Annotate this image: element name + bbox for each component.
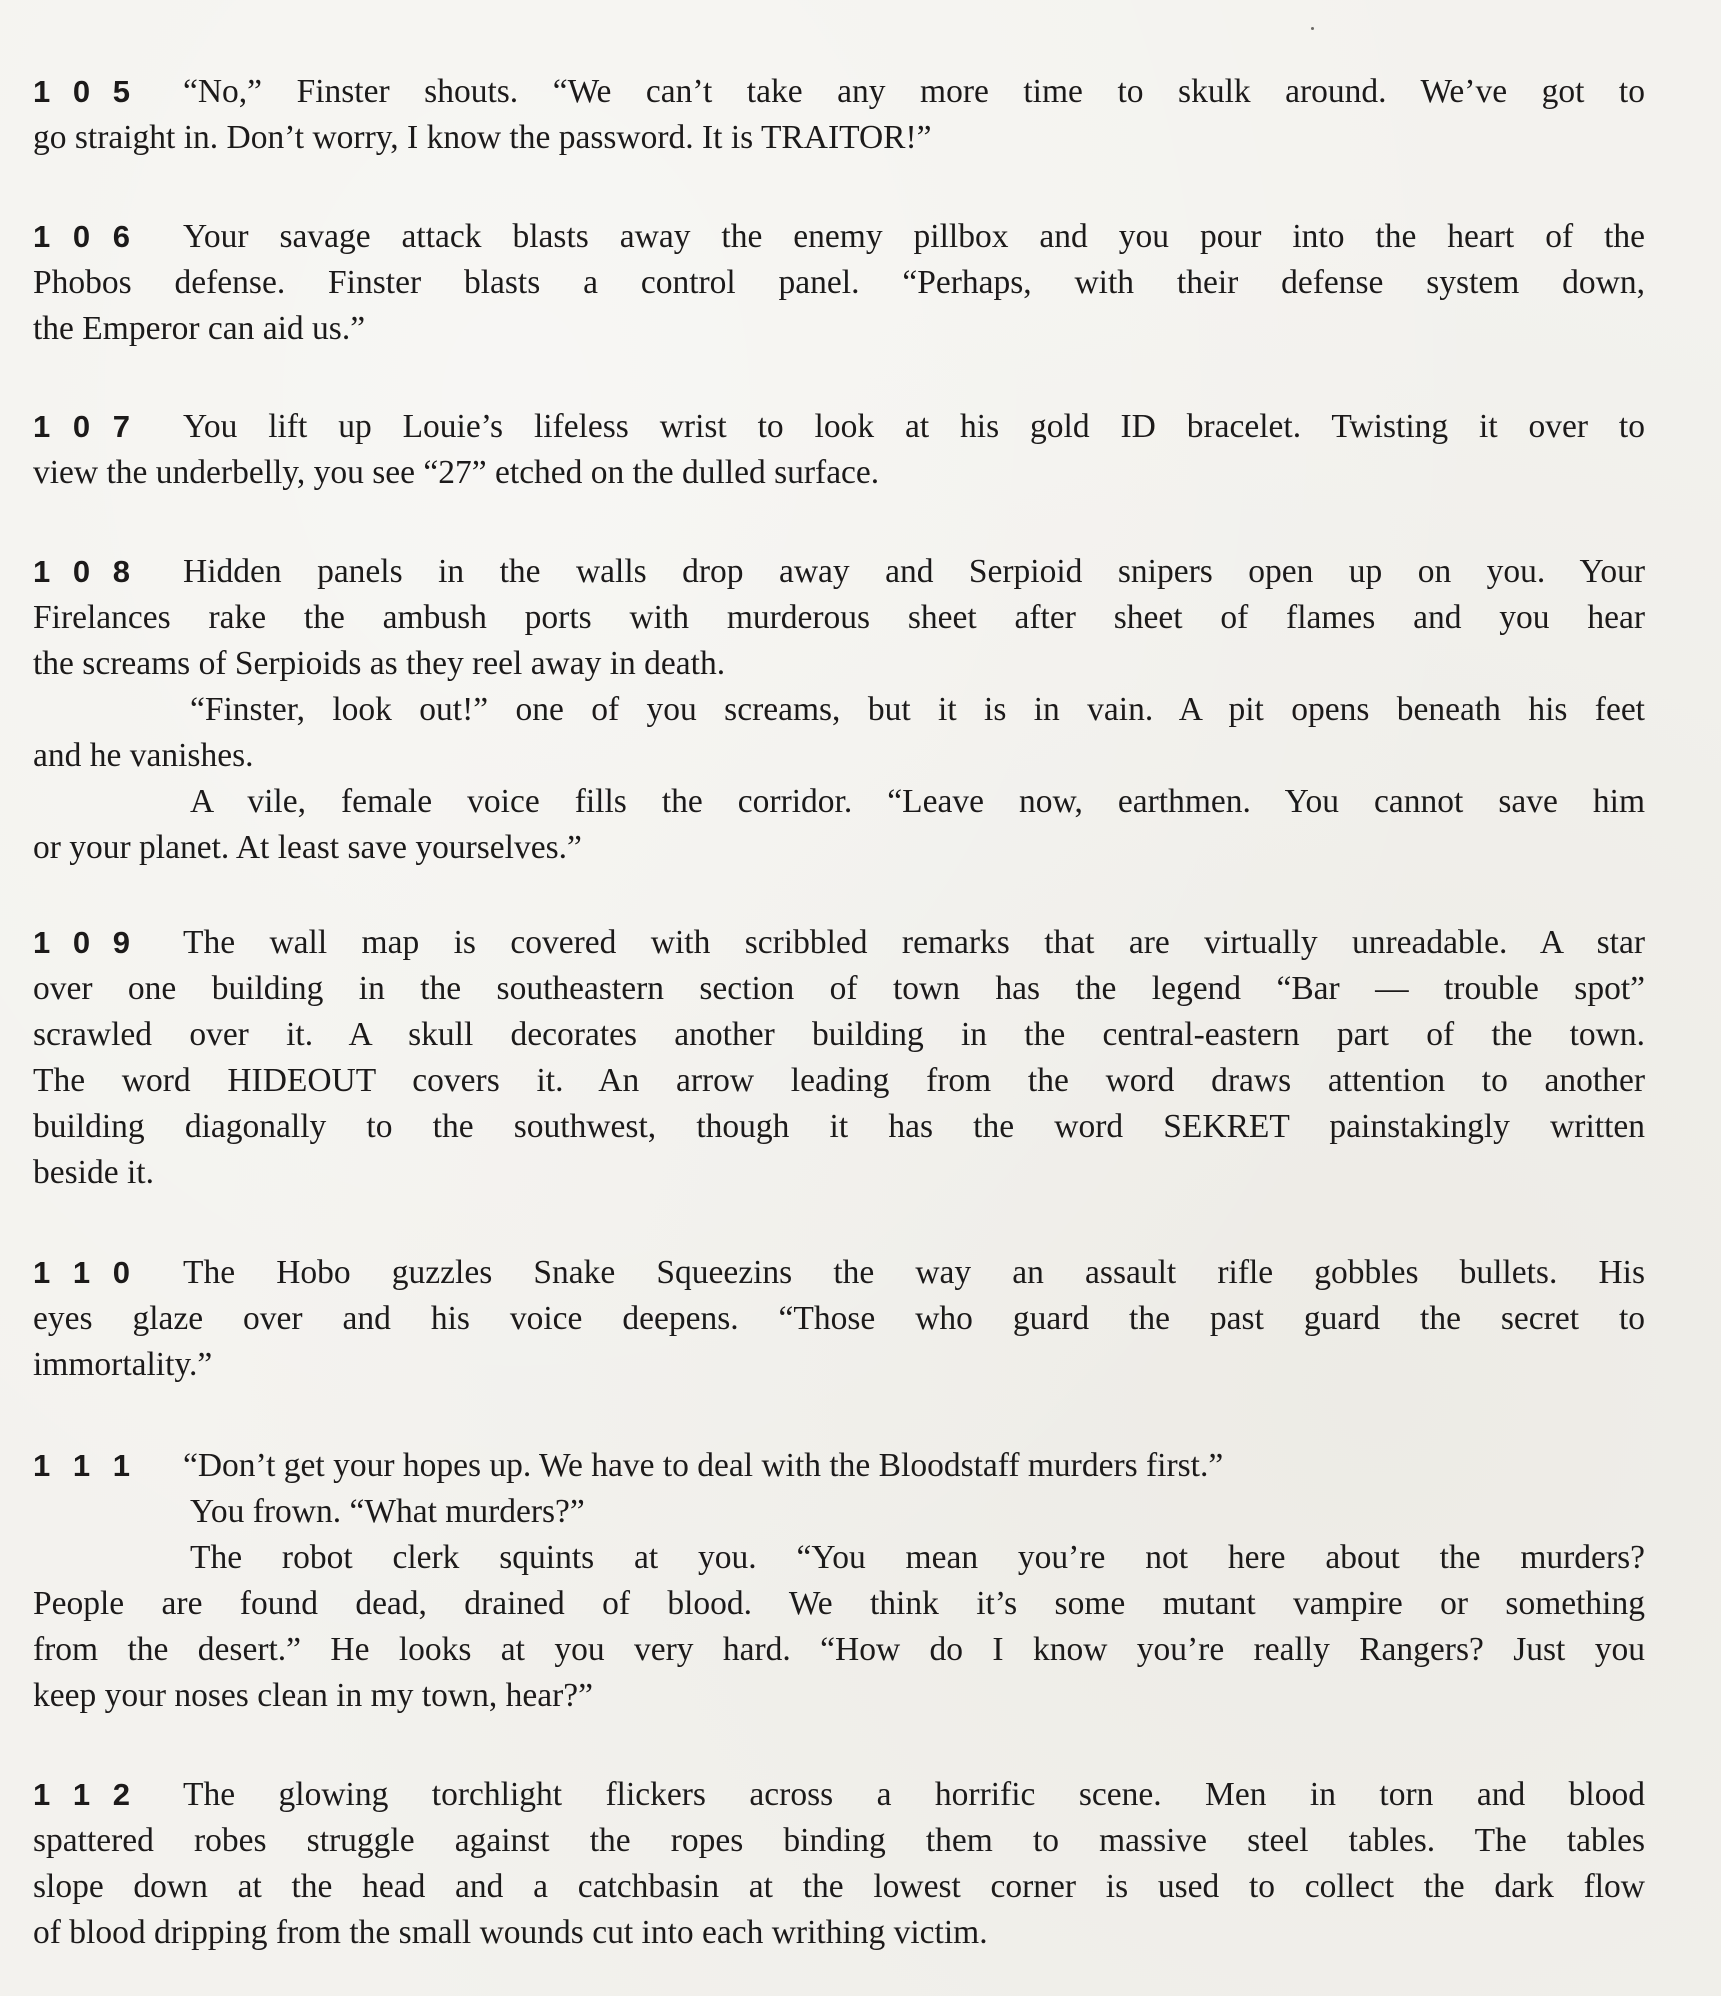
entry-text-line: Your savage attack blasts away the enemy pillbox and you pour into the heart of the: [183, 218, 1645, 255]
entry-text-line: keep your noses clean in my town, hear?”: [33, 1677, 593, 1714]
entry-text-line: of blood dripping from the small wounds cut into each writhing victim.: [33, 1914, 988, 1951]
entry-text-line: the Emperor can aid us.”: [33, 310, 366, 347]
entry-text-line: “Finster, look out!” one of you screams, but it is in vain. A pit opens beneath his feet: [190, 691, 1645, 728]
entry-first-line: [33, 1250, 1645, 1296]
entry-108: [33, 549, 1645, 871]
entry-number: 1 0 6: [33, 219, 137, 254]
entry-first-line: [33, 549, 1645, 595]
entry-text-line: beside it.: [33, 1154, 154, 1191]
entry-text-line: Hidden panels in the walls drop away and Serpioid snipers open up on you. Your: [183, 553, 1645, 590]
entry-text-line: People are found dead, drained of blood. We think it’s some mutant vampire or something: [33, 1585, 1645, 1622]
entry-first-line: [33, 69, 1645, 115]
entry-text-line: go straight in. Don’t worry, I know the password. It is TRAITOR!”: [33, 119, 932, 156]
entry-number: 1 0 5: [33, 74, 137, 109]
entry-text-line: The wall map is covered with scribbled remarks that are virtually unreadable. A star: [183, 924, 1645, 961]
entry-text-line: slope down at the head and a catchbasin at the lowest corner is used to collect the dark flow: [33, 1868, 1645, 1905]
entry-text-line: The word HIDEOUT covers it. An arrow leading from the word draws attention to another: [33, 1062, 1645, 1099]
entry-text-line: “Don’t get your hopes up. We have to deal with the Bloodstaff murders first.”: [183, 1447, 1224, 1484]
entry-text-line: The glowing torchlight flickers across a horrific scene. Men in torn and blood: [183, 1776, 1645, 1813]
entry-text-line: view the underbelly, you see “27” etched on the dulled surface.: [33, 454, 880, 491]
entry-first-line: [33, 920, 1645, 966]
entry-text-line: and he vanishes.: [33, 737, 254, 774]
entry-text-line: immortality.”: [33, 1346, 213, 1383]
entry-number: 1 1 2: [33, 1777, 137, 1812]
entry-number: 1 1 1: [33, 1448, 137, 1483]
entry-first-line: [33, 404, 1645, 450]
entry-111: [33, 1443, 1645, 1719]
entry-112: [33, 1772, 1645, 1956]
entry-110: [33, 1250, 1645, 1388]
entry-109: [33, 920, 1645, 1196]
entry-first-line: [33, 214, 1645, 260]
entry-first-line: [33, 1443, 1645, 1489]
entry-first-line: [33, 1772, 1645, 1818]
entry-text-line: Firelances rake the ambush ports with murderous sheet after sheet of flames and you hear: [33, 599, 1645, 636]
entry-text-line: You lift up Louie’s lifeless wrist to look at his gold ID bracelet. Twisting it over to: [183, 408, 1645, 445]
entry-text-line: eyes glaze over and his voice deepens. “Those who guard the past guard the secret to: [33, 1300, 1645, 1337]
entry-text-line: spattered robes struggle against the ropes binding them to massive steel tables. The tables: [33, 1822, 1645, 1859]
entry-text-line: The robot clerk squints at you. “You mean you’re not here about the murders?: [190, 1539, 1645, 1576]
entry-text-line: A vile, female voice fills the corridor. “Leave now, earthmen. You cannot save him: [190, 783, 1645, 820]
paper-speck: [1311, 27, 1314, 30]
entry-text-line: You frown. “What murders?”: [190, 1493, 585, 1530]
entry-105: [33, 69, 1645, 161]
entry-text-line: building diagonally to the southwest, though it has the word SEKRET painstakingly written: [33, 1108, 1645, 1145]
entry-number: 1 0 9: [33, 925, 137, 960]
entry-text-line: “No,” Finster shouts. “We can’t take any more time to skulk around. We’ve got to: [183, 73, 1645, 110]
entry-107: [33, 404, 1645, 496]
entry-number: 1 0 7: [33, 409, 137, 444]
entry-text-line: over one building in the southeastern section of town has the legend “Bar — trouble spot”: [33, 970, 1645, 1007]
entry-text-line: The Hobo guzzles Snake Squeezins the way an assault rifle gobbles bullets. His: [183, 1254, 1645, 1291]
entry-text-line: the screams of Serpioids as they reel away in death.: [33, 645, 726, 682]
entry-text-line: or your planet. At least save yourselves.”: [33, 829, 582, 866]
entry-text-line: scrawled over it. A skull decorates another building in the central-eastern part of the town.: [33, 1016, 1645, 1053]
entry-106: [33, 214, 1645, 352]
entry-number: 1 0 8: [33, 554, 137, 589]
entry-number: 1 1 0: [33, 1255, 137, 1290]
entry-text-line: from the desert.” He looks at you very hard. “How do I know you’re really Rangers? Just you: [33, 1631, 1645, 1668]
entry-text-line: Phobos defense. Finster blasts a control panel. “Perhaps, with their defense system down,: [33, 264, 1645, 301]
